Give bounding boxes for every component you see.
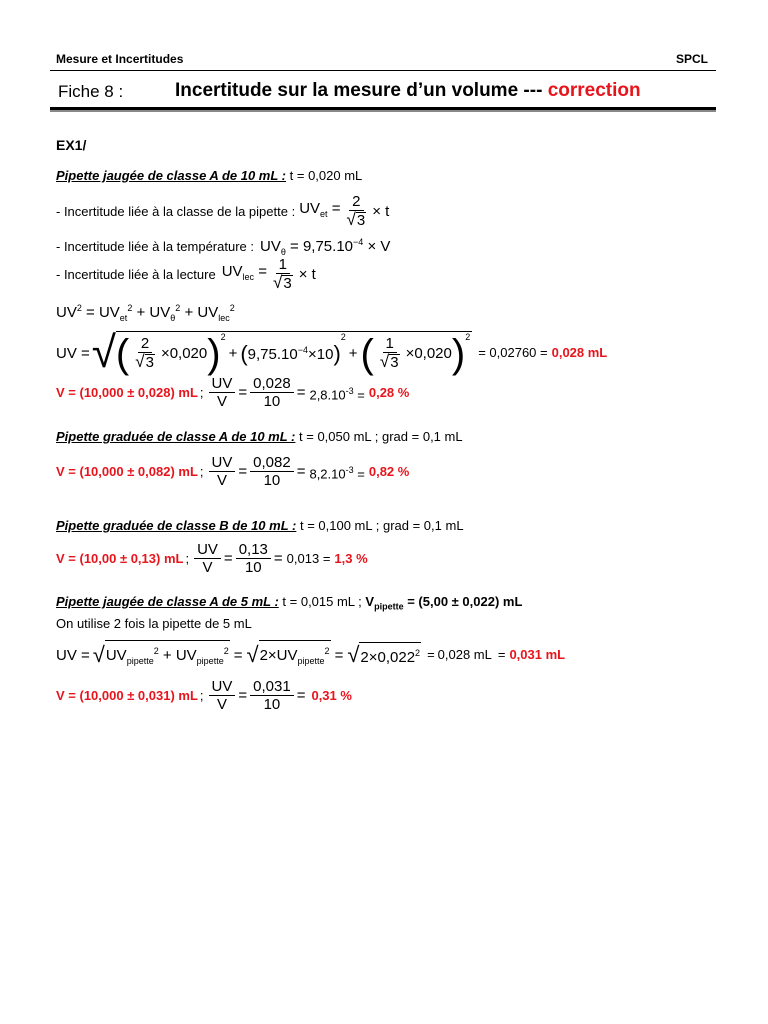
header-left: Mesure et Incertitudes [56,52,184,66]
s1-rel-num: 0,028 [250,375,294,393]
section1-tolerance: t = 0,020 mL [289,168,363,183]
s1-rel-mid: 2,8.10 [309,387,346,403]
s2-rel-pct: 0,82 % [368,464,410,479]
s2-rel-den: 10 [263,472,281,489]
s3-rel-den: 10 [244,559,262,576]
s2-rel-mid: 8,2.10 [309,466,346,482]
header-rule [50,70,716,71]
uv-result-red: 0,028 mL [551,345,608,360]
section3-title: Pipette graduée de classe B de 10 mL : [56,518,297,533]
section4-result: V = (10,000 ± 0,031) mL ; $\frac{UV}{V}$ = $\frac{0,031}{10}$ = 0,31 % [56,678,352,713]
uv-result: = 0,02760 = [478,345,548,360]
formula-uv-theta: $UV_\theta = 9,75.10^{-4} \times V$ [260,237,391,257]
frac-2-sqrt3: $\frac{2}{√3}$ [346,193,366,229]
formula-uv-full: UV = √ ( $\frac{2}{√3}$ ×0,020 ) $^2$ + ( $9,75.10^{-4}\times 10$ ) $^2$ + ( $\frac{1}{√3}$ ×0,020 ) $^2$ = 0,02760 = 0,028 mL [56,328,608,377]
section1-v-result: V = (10,000 ± 0,028) mL [56,385,198,400]
section2-v-result: V = (10,000 ± 0,082) mL [56,464,198,479]
page-title [175,80,641,102]
s3-rel-num: 0,13 [236,541,271,559]
s1-rel-exp: -3 [345,385,354,396]
s4-uv-red: 0,031 mL [509,647,566,662]
s1-rel-pct: 0,28 % [368,385,410,400]
title-main: Incertitude sur la mesure d’un volume --- [175,80,543,101]
ex1-heading: EX1/ [56,137,87,153]
vpip-value: = (5,00 ± 0,022) mL [407,594,523,609]
section3-tolerance: t = 0,100 mL ; grad = 0,1 mL [299,518,464,533]
header-right: SPCL [676,52,709,66]
s3-rel-pct: 1,3 % [334,551,368,566]
formula-uv-5ml: UV = √ $UV_{pipette}^2 + UV_{pipette}^2$ = √ $2\times UV_{pipette}^2$ = √ $2\times 0,022^2$ = 0,028 mL = 0,031 mL [56,641,565,669]
s4-rel-den: 10 [263,696,281,713]
fiche-label: Fiche 8 : [58,82,124,101]
section2-result: V = (10,000 ± 0,082) mL ; $\frac{UV}{V}$ = $\frac{0,082}{10}$ = $8,2.10^{-3}$ = 0,82 % [56,454,410,489]
big-sqrt-body: ( $\frac{2}{√3}$ ×0,020 ) $^2$ + ( $9,75.10^{-4}\times 10$ ) $^2$ + ( $\frac{1}{√3}$ ×0,020 ) $^2$ [115,331,471,376]
line-temperature-text: - Incertitude liée à la température : [56,239,254,254]
section4-v-result: V = (10,000 ± 0,031) mL [56,688,198,703]
section1-result: V = (10,000 ± 0,028) mL ; $\frac{UV}{V}$ = $\frac{0,028}{10}$ = $2,8.10^{-3}$ = 0,28 % [56,375,410,410]
title-correction: correction [547,80,641,101]
section2-tolerance: t = 0,050 mL ; grad = 0,1 mL [299,429,463,444]
formula-uv-lec: $UV_{lec}$ = [221,263,267,282]
section2-title: Pipette graduée de classe A de 10 mL : [56,429,296,444]
formula-uv-squared: $UV^2 = UV_{et}^2 + UV_\theta^2 + UV_{lec}^2$ [56,303,235,323]
section3-v-result: V = (10,00 ± 0,13) mL [56,551,184,566]
s1-rel-den: 10 [263,393,281,410]
section2-title-line [56,429,463,445]
section4-tolerance: t = 0,015 mL ; [282,594,362,609]
formula-uv-et: $UV_{et}$ = [299,200,341,219]
s4-rel-pct: 0,31 % [311,688,352,703]
section3-result: V = (10,00 ± 0,13) mL ; $\frac{UV}{V}$ = $\frac{0,13}{10}$ = 0,013 = 1,3 % [56,541,368,576]
vpip-label: V [365,594,375,609]
s4-rel-num: 0,031 [250,678,294,696]
big-sqrt-sign: √ [91,328,116,377]
s3-rel-mid: 0,013 [286,551,320,566]
line-class-text: - Incertitude liée à la classe de la pipette : [56,203,296,219]
line-class: - Incertitude liée à la classe de la pipette : $UV_{et}$ = $\frac{2}{√3}$ × t [56,193,390,229]
line-lecture-text: - Incertitude liée à la lecture [56,266,216,282]
vpip-sub: pipette [374,601,404,612]
s2-rel-num: 0,082 [250,454,294,472]
section3-title-line [56,518,464,534]
s2-rel-exp: -3 [345,464,354,475]
section4-note: On utilise 2 fois la pipette de 5 mL [56,616,252,631]
section4-title-line [56,594,522,615]
s4-uv-mid: 0,028 mL [437,647,492,662]
section4-title: Pipette jaugée de classe A de 5 mL : [56,594,279,609]
section1-title-line [56,168,362,184]
frac-1-sqrt3: $\frac{1}{√3}$ [273,256,292,292]
section1-title: Pipette jaugée de classe A de 10 mL : [56,168,287,183]
line-lecture: - Incertitude liée à la lecture $UV_{lec}$ = $\frac{1}{√3}$ × t [56,256,316,292]
